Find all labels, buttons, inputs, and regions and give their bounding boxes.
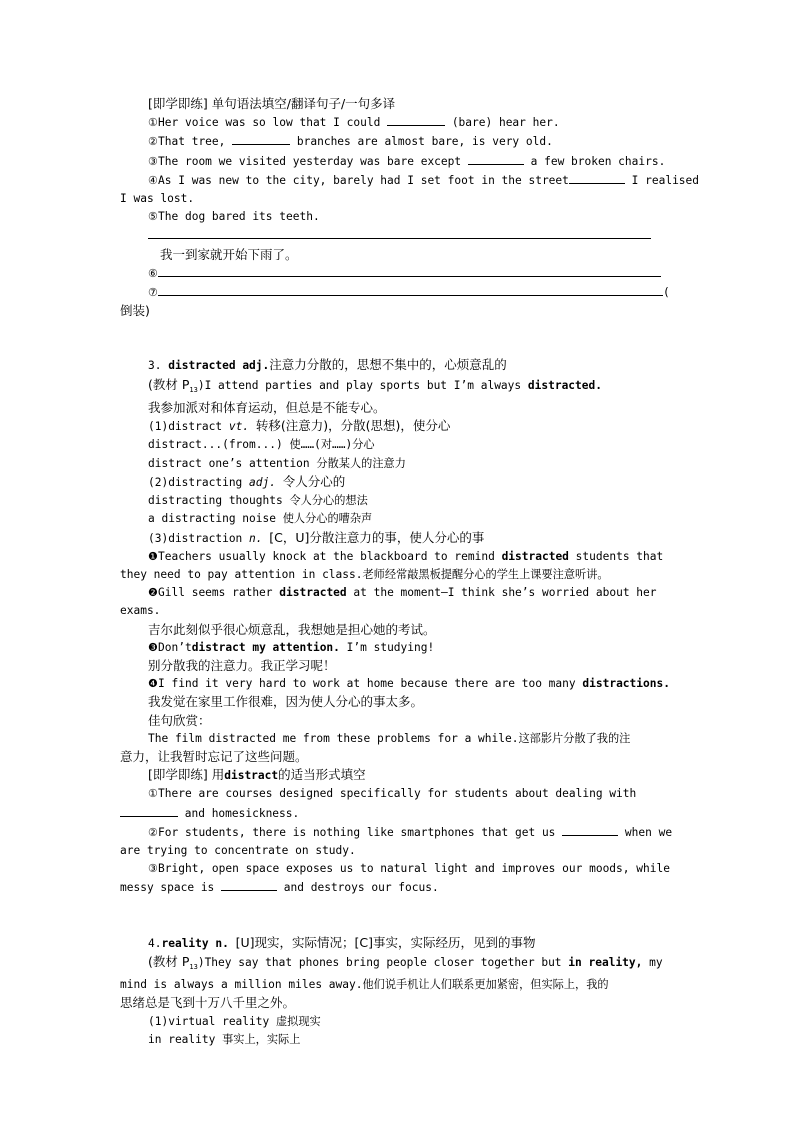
item3-source-cn: 我参加派对和体育运动，但总是不能专心。 xyxy=(148,400,386,416)
answer-blank[interactable] xyxy=(120,804,178,817)
practice-header: [即学即练] 单句语法填空/翻译句子/一句多译 xyxy=(148,96,396,111)
def-distract-from: distract...(from...) 使……(对……)分心 xyxy=(148,438,375,452)
question-5: ⑤The dog bared its teeth. xyxy=(148,210,320,224)
def-distract-attention: distract one’s attention 分散某人的注意力 xyxy=(148,456,406,470)
item3-source: (教材 $P_{13})I$ attend parties and play sports but I’m always distracted. xyxy=(148,376,602,394)
def-virtual-reality: (1)virtual reality 虚拟现实 xyxy=(148,1014,321,1028)
item4-source: (教材 $P_{13})They$ say that phones bring people closer together but in reality, my xyxy=(148,953,663,971)
def-distract: (1)distract vt. 转移(注意力)，分散(思想)，使分心 xyxy=(148,418,451,434)
answer-blank[interactable] xyxy=(387,113,445,126)
example-3-cn: 别分散我的注意力。我正学习呢！ xyxy=(148,657,336,673)
answer-blank[interactable] xyxy=(468,152,524,165)
answer-line-6[interactable] xyxy=(158,264,661,277)
practice2-q2-cont: are trying to concentrate on study. xyxy=(120,843,356,857)
answer-blank[interactable] xyxy=(232,132,290,145)
example-3: ❸Don’tdistract my attention. I’m studying! xyxy=(148,640,435,654)
example-1: ❶Teachers usually knock at the blackboard to remind distracted students that xyxy=(148,549,664,563)
example-2-cn: 吉尔此刻似乎很心烦意乱，我想她是担心她的考试。 xyxy=(148,621,436,637)
question-7: ⑦ ( xyxy=(120,283,675,302)
translate-sentence: 我一到家就开始下雨了。 xyxy=(160,246,298,262)
good-sentence-label: 佳句欣赏： xyxy=(148,712,211,728)
practice2-header: [即学即练] 用distract的适当形式填空 xyxy=(148,767,366,783)
item4-title: 4.reality n. [U]现实，实际情况；[C]事实，实际经历，见到的事物 xyxy=(148,934,536,950)
question-2: ②That tree, branches are almost bare, is very old. xyxy=(120,132,675,151)
example-1-cont: they need to pay attention in class.老师经常敲黑板提醒分心的学生上课要注意听讲。 xyxy=(120,567,609,581)
question-4: ④As I was new to the city, barely had I set foot in the street I realised xyxy=(120,171,675,190)
question-4-cont: I was lost. xyxy=(120,192,195,206)
item4-source-cont: mind is always a million miles away.他们说手机让人们联系更加紧密，但实际上，我的 xyxy=(120,978,609,992)
example-2-cont: exams. xyxy=(120,604,161,618)
item4-source-cn: 思绪总是飞到十万八千里之外。 xyxy=(120,995,296,1011)
example-4: ❹I find it very hard to work at home because there are too many distractions. xyxy=(148,677,670,691)
def-distracting-thoughts: distracting thoughts 令人分心的想法 xyxy=(148,494,368,508)
good-sentence-cont: 意力，让我暂时忘记了这些问题。 xyxy=(120,748,308,764)
def-distracting: (2)distracting adj. 令人分心的 xyxy=(148,473,346,489)
question-1: ①Her voice was so low that I could (bare) hear her. xyxy=(120,113,675,132)
question-3: ③The room we visited yesterday was bare except a few broken chairs. xyxy=(120,152,675,171)
example-4-cn: 我发觉在家里工作很难，因为使人分心的事太多。 xyxy=(148,694,424,710)
answer-blank[interactable] xyxy=(221,878,277,891)
practice2-q3-cont: messy space is and destroys our focus. xyxy=(120,878,675,897)
good-sentence: The film distracted me from these problems for a while.这部影片分散了我的注 xyxy=(148,731,631,745)
def-distracting-noise: a distracting noise 使人分心的嘈杂声 xyxy=(148,512,373,526)
practice2-q1-cont: and homesickness. xyxy=(120,804,675,823)
item3-title: 3. distracted adj.注意力分散的，思想不集中的，心烦意乱的 xyxy=(148,357,507,373)
practice2-q1: ①There are courses designed specifically for students about dealing with xyxy=(148,787,637,801)
def-in-reality: in reality 事实上，实际上 xyxy=(148,1032,301,1046)
def-distraction: (3)distraction n. [C，U]分散注意力的事，使人分心的事 xyxy=(148,529,485,545)
example-2: ❷Gill seems rather distracted at the moment—I think she’s worried about her xyxy=(148,586,657,600)
practice2-q2: ②For students, there is nothing like smartphones that get us when we xyxy=(120,823,675,842)
answer-line-7[interactable] xyxy=(158,283,663,296)
practice2-q3: ③Bright, open space exposes us to natural light and improves our moods, while xyxy=(148,862,670,876)
question-7-note: 倒装) xyxy=(120,303,150,319)
answer-line-5[interactable] xyxy=(120,226,675,245)
question-6: ⑥ xyxy=(120,264,675,283)
answer-blank[interactable] xyxy=(562,823,618,836)
answer-blank[interactable] xyxy=(569,171,625,184)
worksheet xyxy=(120,95,700,1049)
